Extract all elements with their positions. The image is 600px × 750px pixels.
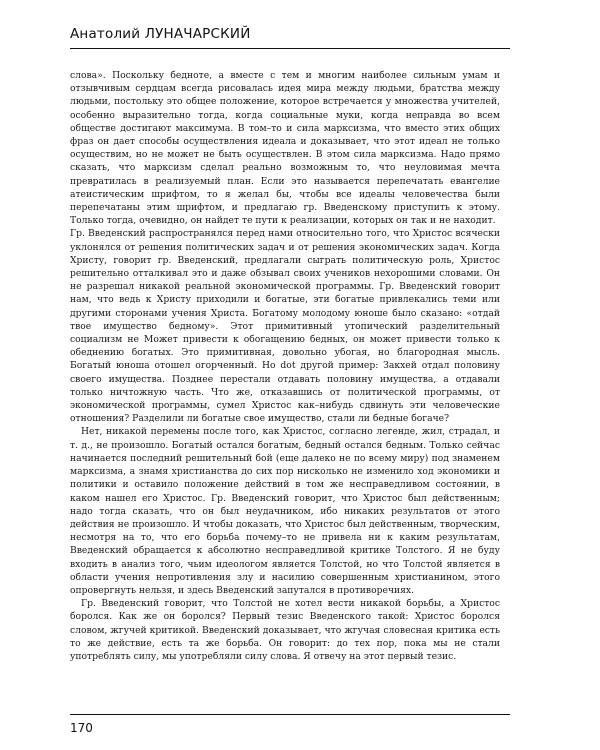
running-header [70, 26, 510, 56]
page-number: 170 [70, 721, 93, 735]
body-text [70, 69, 500, 709]
page-footer [70, 714, 510, 742]
footer-rule [70, 714, 510, 715]
running-header-title: Анатолий ЛУНАЧАРСКИЙ [70, 26, 251, 42]
header-rule [70, 48, 510, 49]
paragraph: Гр. Введенский распространялся перед нами относительно того, что Христос всячески уклонялся от решения политических задач и от решения экономических задач. Когда Христу, говорит гр. Введенский, предлагали сыграть политическую роль, Христос решительно отталкивал это и даже обзывал своих учеников нехорошими словами. Он не разрешал никакой реальной экономической программы. Гр. Введенский говорит нам, что ведь к Христу приходили и богатые, эти богатые привлекались теми или другими сторонами учения Христа. Богатому молодому юноше было сказано: «отдай твое имущество бедному». Этот примитивный утопический разделительный социализм не Может привести к обогащению бедных, он может привести только к обеднению богатых. Это примитивная, довольно убогая, но благородная мысль. Богатый юноша отошел огорченный. Но dot другой пример: Закхей отдал половину своего имущества. Позднее перестали отдавать половину имущества, а отдавали только ничтожную часть. Что же, отказавшись от политической программы, от экономической программы, сумел Христос как–нибудь сдвинуть эти человеческие отношения? Разделили ли богатые свое имущество, стали ли бедные богаче? [70, 228, 500, 425]
paragraph: Гр. Введенский говорит, что Толстой не хотел вести никакой борьбы, а Христос боролся. Как же он боролся? Первый тезис Введенского такой: Христос боролся словом, жгучей критикой. Введенский доказывает, что жгучая словесная критика есть то же действие, есть та же борьба. Он говорит: до тех пор, пока мы не стали употреблять силу, мы употребляли силу слова. Я отвечу на этот первый тезис. [70, 598, 500, 662]
paragraph: Нет, никакой перемены после того, как Христос, согласно легенде, жил, страдал, и т. д., не произошло. Богатый остался богатым, бедный остался бедным. Только сейчас начинается последний решительный бой (еще далеко не по всему миру) под знаменем марксизма, а знамя христианства до сих пор нисколько не изменило ход экономики и политики и оставило положение действий в том же несправедливом состоянии, в каком нашел его Христос. Гр. Введенский говорит, что Христос был действенным; надо тогда сказать, что он был неудачником, ибо никаких результатов от этого действия не произошло. И чтобы доказать, что Христос был действенным, творческим, несмотря на то, что его борьба почему–то не привела ни к каким результатам, Введенский обращается к абсолютно несправедливой критике Толстого. Я не буду входить в анализ того, чьим идеологом является Толстой, но что Толстой является в области учения непротивления злу и насилию совершенным христианином, этого опровергнуть нельзя, и здесь Введенский запутался в противоречиях. [70, 426, 500, 596]
paragraph: слова». Поскольку бедноте, а вместе с тем и многим наиболее сильным умам и отзывчивым сердцам всегда рисовалась идея мира между людьми, братства между людьми, постольку это общее положение, которое встречается у множества учителей, особенно выразительно тогда, когда социальные муки, когда неправда во всем обществе достигают максимума. В том–то и сила марксизма, что вместо этих общих фраз он дает способы осуществления идеала и доказывает, что этот идеал не только осуществим, но не может не быть осуществлен. В этом сила марксизма. Надо прямо сказать, что марксизм сделал реально возможным то, что неуловимая мечта превратилась в реализуемый план. Если это называется перепечатать евангелие атеистическим шрифтом, то я желал бы, чтобы все идеалы человечества были перепечатаны этим шрифтом, и предлагаю гр. Введенскому приступить к этому. Только тогда, очевидно, он найдет те пути к реализации, которых он так и не находит. [70, 70, 500, 227]
